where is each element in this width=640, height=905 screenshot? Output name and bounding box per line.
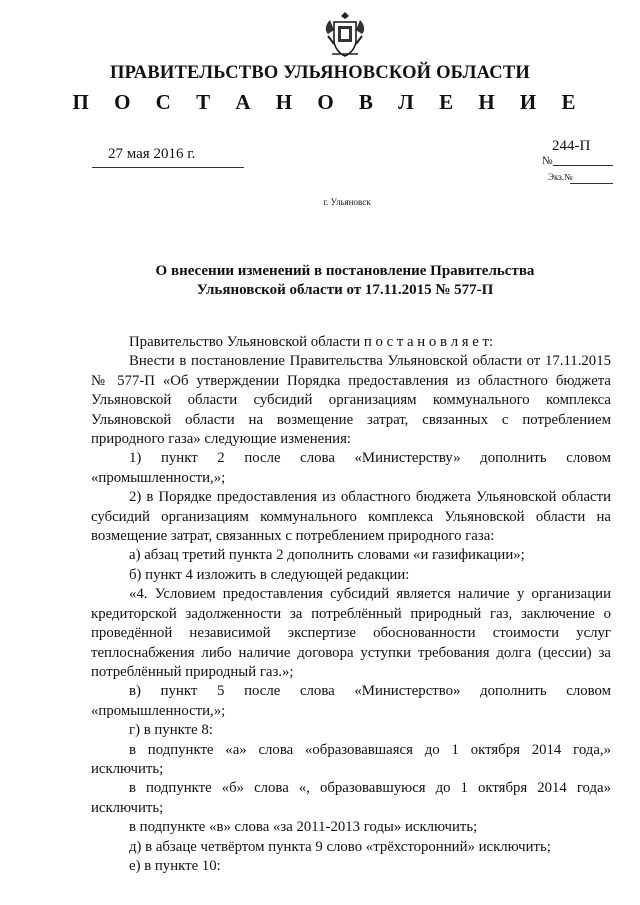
- paragraph: в) пункт 5 после слова «Министерство» дополнить словом «промышленности,»;: [91, 683, 611, 719]
- document-type: П О С Т А Н О В Л Е Н И Е: [72, 90, 586, 114]
- paragraph: г) в пункте 8:: [129, 722, 213, 739]
- paragraph: 2) в Порядке предоставления из областного бюджета Ульяновской области субсидий организациям коммунального комплекса Ульяновской области на возмещение затрат, связанных с потреблением природного газа:: [91, 489, 611, 545]
- paragraph: Внести в постановление Правительства Ульяновской области от 17.11.2015 № 577-П «Об утверждении Порядка предоставления из областного бюджета Ульяновской области субсидий организациям коммунального комплекса Ульяновской области на возмещение затрат, связанных с потреблением природного газа» следующие изменения:: [91, 353, 611, 448]
- number-underline: [553, 165, 613, 166]
- paragraph: Правительство Ульяновской области п о с т а н о в л я е т:: [129, 334, 494, 350]
- organization-name: ПРАВИТЕЛЬСТВО УЛЬЯНОВСКОЙ ОБЛАСТИ: [110, 63, 530, 83]
- city: г. Ульяновск: [323, 197, 371, 207]
- document-number: 244-П: [552, 138, 591, 154]
- paragraph: д) в абзаце четвёртом пункта 9 слово «трёхсторонний» исключить;: [129, 838, 551, 855]
- paragraph: 1) пункт 2 после слова «Министерству» дополнить словом «промышленности,»;: [91, 450, 611, 486]
- date-underline: [92, 167, 244, 168]
- document-body: [91, 333, 611, 876]
- paragraph: а) абзац третий пункта 2 дополнить словами «и газификации»;: [129, 547, 525, 564]
- paragraph: в подпункте «а» слова «образовавшаяся до 1 октября 2014 года,» исключить;: [91, 741, 611, 777]
- paragraph: в подпункте «в» слова «за 2011-2013 годы» исключить;: [129, 819, 478, 836]
- copy-label: Экз.№: [548, 172, 573, 182]
- paragraph: б) пункт 4 изложить в следующей редакции:: [129, 566, 410, 583]
- document-title: [130, 262, 560, 300]
- coat-of-arms-icon: [322, 10, 368, 60]
- document-date: 27 мая 2016 г.: [108, 146, 196, 162]
- paragraph: е) в пункте 10:: [129, 857, 221, 874]
- number-label: №: [542, 155, 553, 167]
- copy-underline: [570, 183, 613, 184]
- title-line: Ульяновской области от 17.11.2015 № 577-П: [196, 282, 494, 298]
- paragraph: в подпункте «б» слова «, образовавшуюся до 1 октября 2014 года» исключить;: [91, 780, 611, 816]
- title-line: О внесении изменений в постановление Правительства: [155, 263, 535, 279]
- paragraph: «4. Условием предоставления субсидий является наличие у организации кредиторской задолженности за потреблённый природный газ, заключение о проведённой независимой экспертизе обоснованности стоимости услуг теплоснабжения либо наличие договора уступки требования долга (цессии) за потреблённый природный газ.»;: [91, 586, 611, 680]
